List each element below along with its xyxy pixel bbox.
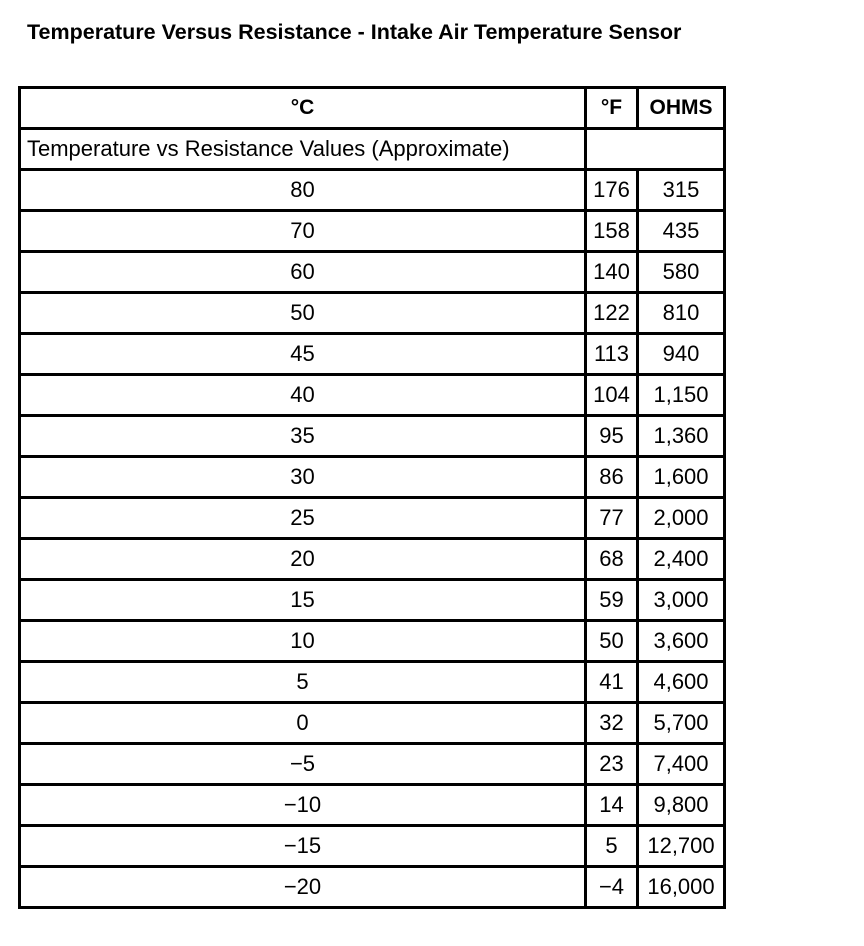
fahrenheit-cell: 32 <box>586 703 638 744</box>
ohms-cell: 3,000 <box>638 580 725 621</box>
celsius-cell: 15 <box>20 580 586 621</box>
table-row <box>20 826 725 867</box>
ohms-cell: 16,000 <box>638 867 725 908</box>
celsius-cell: −15 <box>20 826 586 867</box>
table-row <box>20 252 725 293</box>
fahrenheit-cell: 122 <box>586 293 638 334</box>
ohms-cell: 1,600 <box>638 457 725 498</box>
celsius-cell: 70 <box>20 211 586 252</box>
ohms-cell: 2,000 <box>638 498 725 539</box>
table-row <box>20 539 725 580</box>
fahrenheit-cell: 14 <box>586 785 638 826</box>
table-row <box>20 457 725 498</box>
fahrenheit-cell: 59 <box>586 580 638 621</box>
fahrenheit-cell: 5 <box>586 826 638 867</box>
fahrenheit-cell: 50 <box>586 621 638 662</box>
ohms-cell: 580 <box>638 252 725 293</box>
ohms-cell: 2,400 <box>638 539 725 580</box>
fahrenheit-cell: 23 <box>586 744 638 785</box>
ohms-cell: 5,700 <box>638 703 725 744</box>
ohms-cell: 7,400 <box>638 744 725 785</box>
fahrenheit-column-header: °F <box>586 88 638 129</box>
temperature-resistance-table <box>18 86 726 909</box>
table-row <box>20 662 725 703</box>
fahrenheit-cell: 113 <box>586 334 638 375</box>
celsius-cell: 20 <box>20 539 586 580</box>
celsius-cell: 35 <box>20 416 586 457</box>
fahrenheit-cell: 158 <box>586 211 638 252</box>
fahrenheit-cell: −4 <box>586 867 638 908</box>
table-subtitle-empty-cell <box>586 129 725 170</box>
celsius-cell: −20 <box>20 867 586 908</box>
celsius-cell: 60 <box>20 252 586 293</box>
celsius-cell: 50 <box>20 293 586 334</box>
table-row <box>20 498 725 539</box>
fahrenheit-cell: 86 <box>586 457 638 498</box>
ohms-cell: 4,600 <box>638 662 725 703</box>
celsius-cell: 0 <box>20 703 586 744</box>
fahrenheit-cell: 176 <box>586 170 638 211</box>
ohms-cell: 315 <box>638 170 725 211</box>
table-row <box>20 416 725 457</box>
table-row <box>20 867 725 908</box>
page-title: Temperature Versus Resistance - Intake Air Temperature Sensor <box>27 20 682 44</box>
table-row <box>20 293 725 334</box>
celsius-column-header: °C <box>20 88 586 129</box>
ohms-column-header: OHMS <box>638 88 725 129</box>
ohms-cell: 1,150 <box>638 375 725 416</box>
celsius-cell: −5 <box>20 744 586 785</box>
celsius-cell: 5 <box>20 662 586 703</box>
ohms-cell: 12,700 <box>638 826 725 867</box>
fahrenheit-cell: 95 <box>586 416 638 457</box>
ohms-cell: 3,600 <box>638 621 725 662</box>
table-header-row <box>20 88 725 129</box>
ohms-cell: 810 <box>638 293 725 334</box>
table-subtitle-row <box>20 129 725 170</box>
fahrenheit-cell: 77 <box>586 498 638 539</box>
fahrenheit-cell: 104 <box>586 375 638 416</box>
table-subtitle: Temperature vs Resistance Values (Approximate) <box>20 129 586 170</box>
celsius-cell: 80 <box>20 170 586 211</box>
ohms-cell: 435 <box>638 211 725 252</box>
table-row <box>20 334 725 375</box>
table-row <box>20 703 725 744</box>
celsius-cell: 45 <box>20 334 586 375</box>
ohms-cell: 9,800 <box>638 785 725 826</box>
table-row <box>20 785 725 826</box>
ohms-cell: 1,360 <box>638 416 725 457</box>
celsius-cell: 10 <box>20 621 586 662</box>
fahrenheit-cell: 41 <box>586 662 638 703</box>
celsius-cell: 40 <box>20 375 586 416</box>
table-row <box>20 621 725 662</box>
table-row <box>20 211 725 252</box>
celsius-cell: −10 <box>20 785 586 826</box>
celsius-cell: 25 <box>20 498 586 539</box>
celsius-cell: 30 <box>20 457 586 498</box>
table-row <box>20 580 725 621</box>
table-row <box>20 375 725 416</box>
table-row <box>20 170 725 211</box>
fahrenheit-cell: 140 <box>586 252 638 293</box>
ohms-cell: 940 <box>638 334 725 375</box>
table-row <box>20 744 725 785</box>
fahrenheit-cell: 68 <box>586 539 638 580</box>
